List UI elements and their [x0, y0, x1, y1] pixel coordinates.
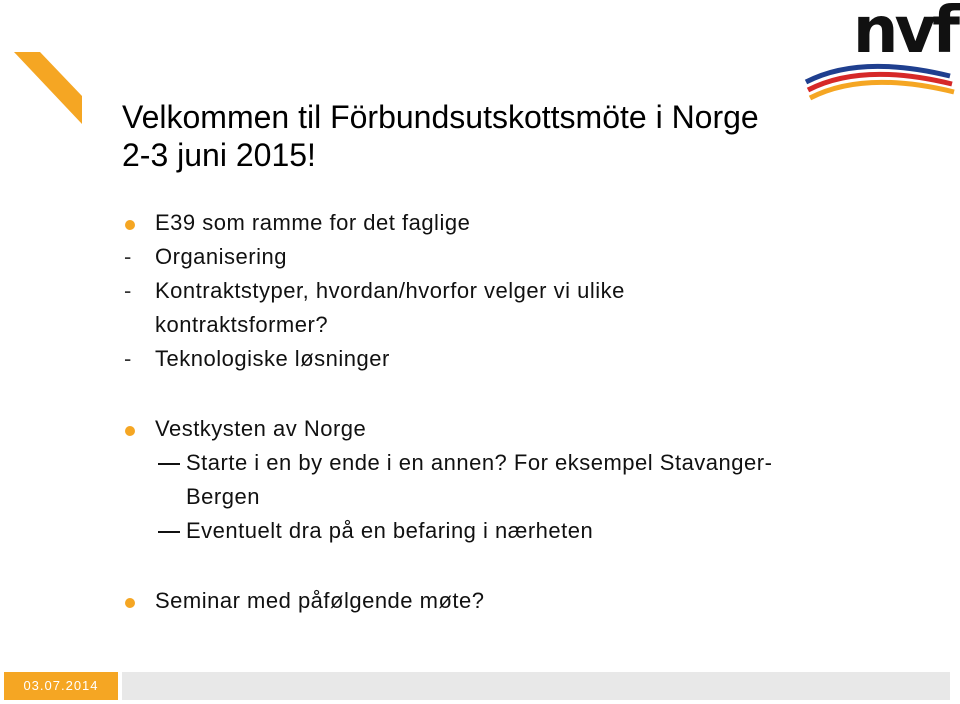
sub-item-text: Eventuelt dra på en befaring i nærheten [186, 518, 594, 543]
slide-content [122, 206, 882, 618]
sub-item-text: Starte i en by ende i en annen? For eksempel Stavanger- [186, 450, 773, 475]
dash-text: Teknologiske løsninger [155, 346, 390, 371]
bullet-text: Vestkysten av Norge [155, 416, 367, 441]
bullet-item [122, 412, 882, 446]
title-line-1: Velkommen til Förbundsutskottsmöte i Norge [122, 99, 759, 135]
bullet-text: Seminar med påfølgende møte? [155, 588, 485, 613]
footer-bar [122, 672, 950, 700]
bullet-dot-icon [125, 220, 135, 230]
nvf-logo [800, 0, 960, 110]
dash-item [122, 274, 882, 308]
title-line-2: 2-3 juni 2015! [122, 137, 316, 173]
continuation-text: kontraktsformer? [155, 312, 329, 337]
bullet-dot-icon [125, 598, 135, 608]
dash-text: Kontraktstyper, hvordan/hvorfor velger vi ulike [155, 278, 625, 303]
dash-text: Organisering [155, 244, 287, 269]
logo-text: nvf [852, 0, 956, 68]
orange-corner-stripe [0, 0, 90, 130]
continuation-line [122, 308, 882, 342]
slide-title [122, 98, 862, 174]
continuation-text: Bergen [186, 484, 260, 509]
sub-item [122, 514, 882, 548]
bullet-dot-icon [125, 426, 135, 436]
bullet-item [122, 206, 882, 240]
dash-icon: - [124, 244, 132, 269]
dash-item [122, 342, 882, 376]
bullet-item [122, 584, 882, 618]
dash-icon: - [124, 278, 132, 303]
dash-icon: - [124, 346, 132, 371]
long-dash-icon [158, 531, 180, 533]
dash-item [122, 240, 882, 274]
bullet-text: E39 som ramme for det faglige [155, 210, 471, 235]
footer-date: 03.07.2014 [4, 672, 118, 700]
continuation-line [122, 480, 882, 514]
long-dash-icon [158, 463, 180, 465]
sub-item [122, 446, 882, 480]
